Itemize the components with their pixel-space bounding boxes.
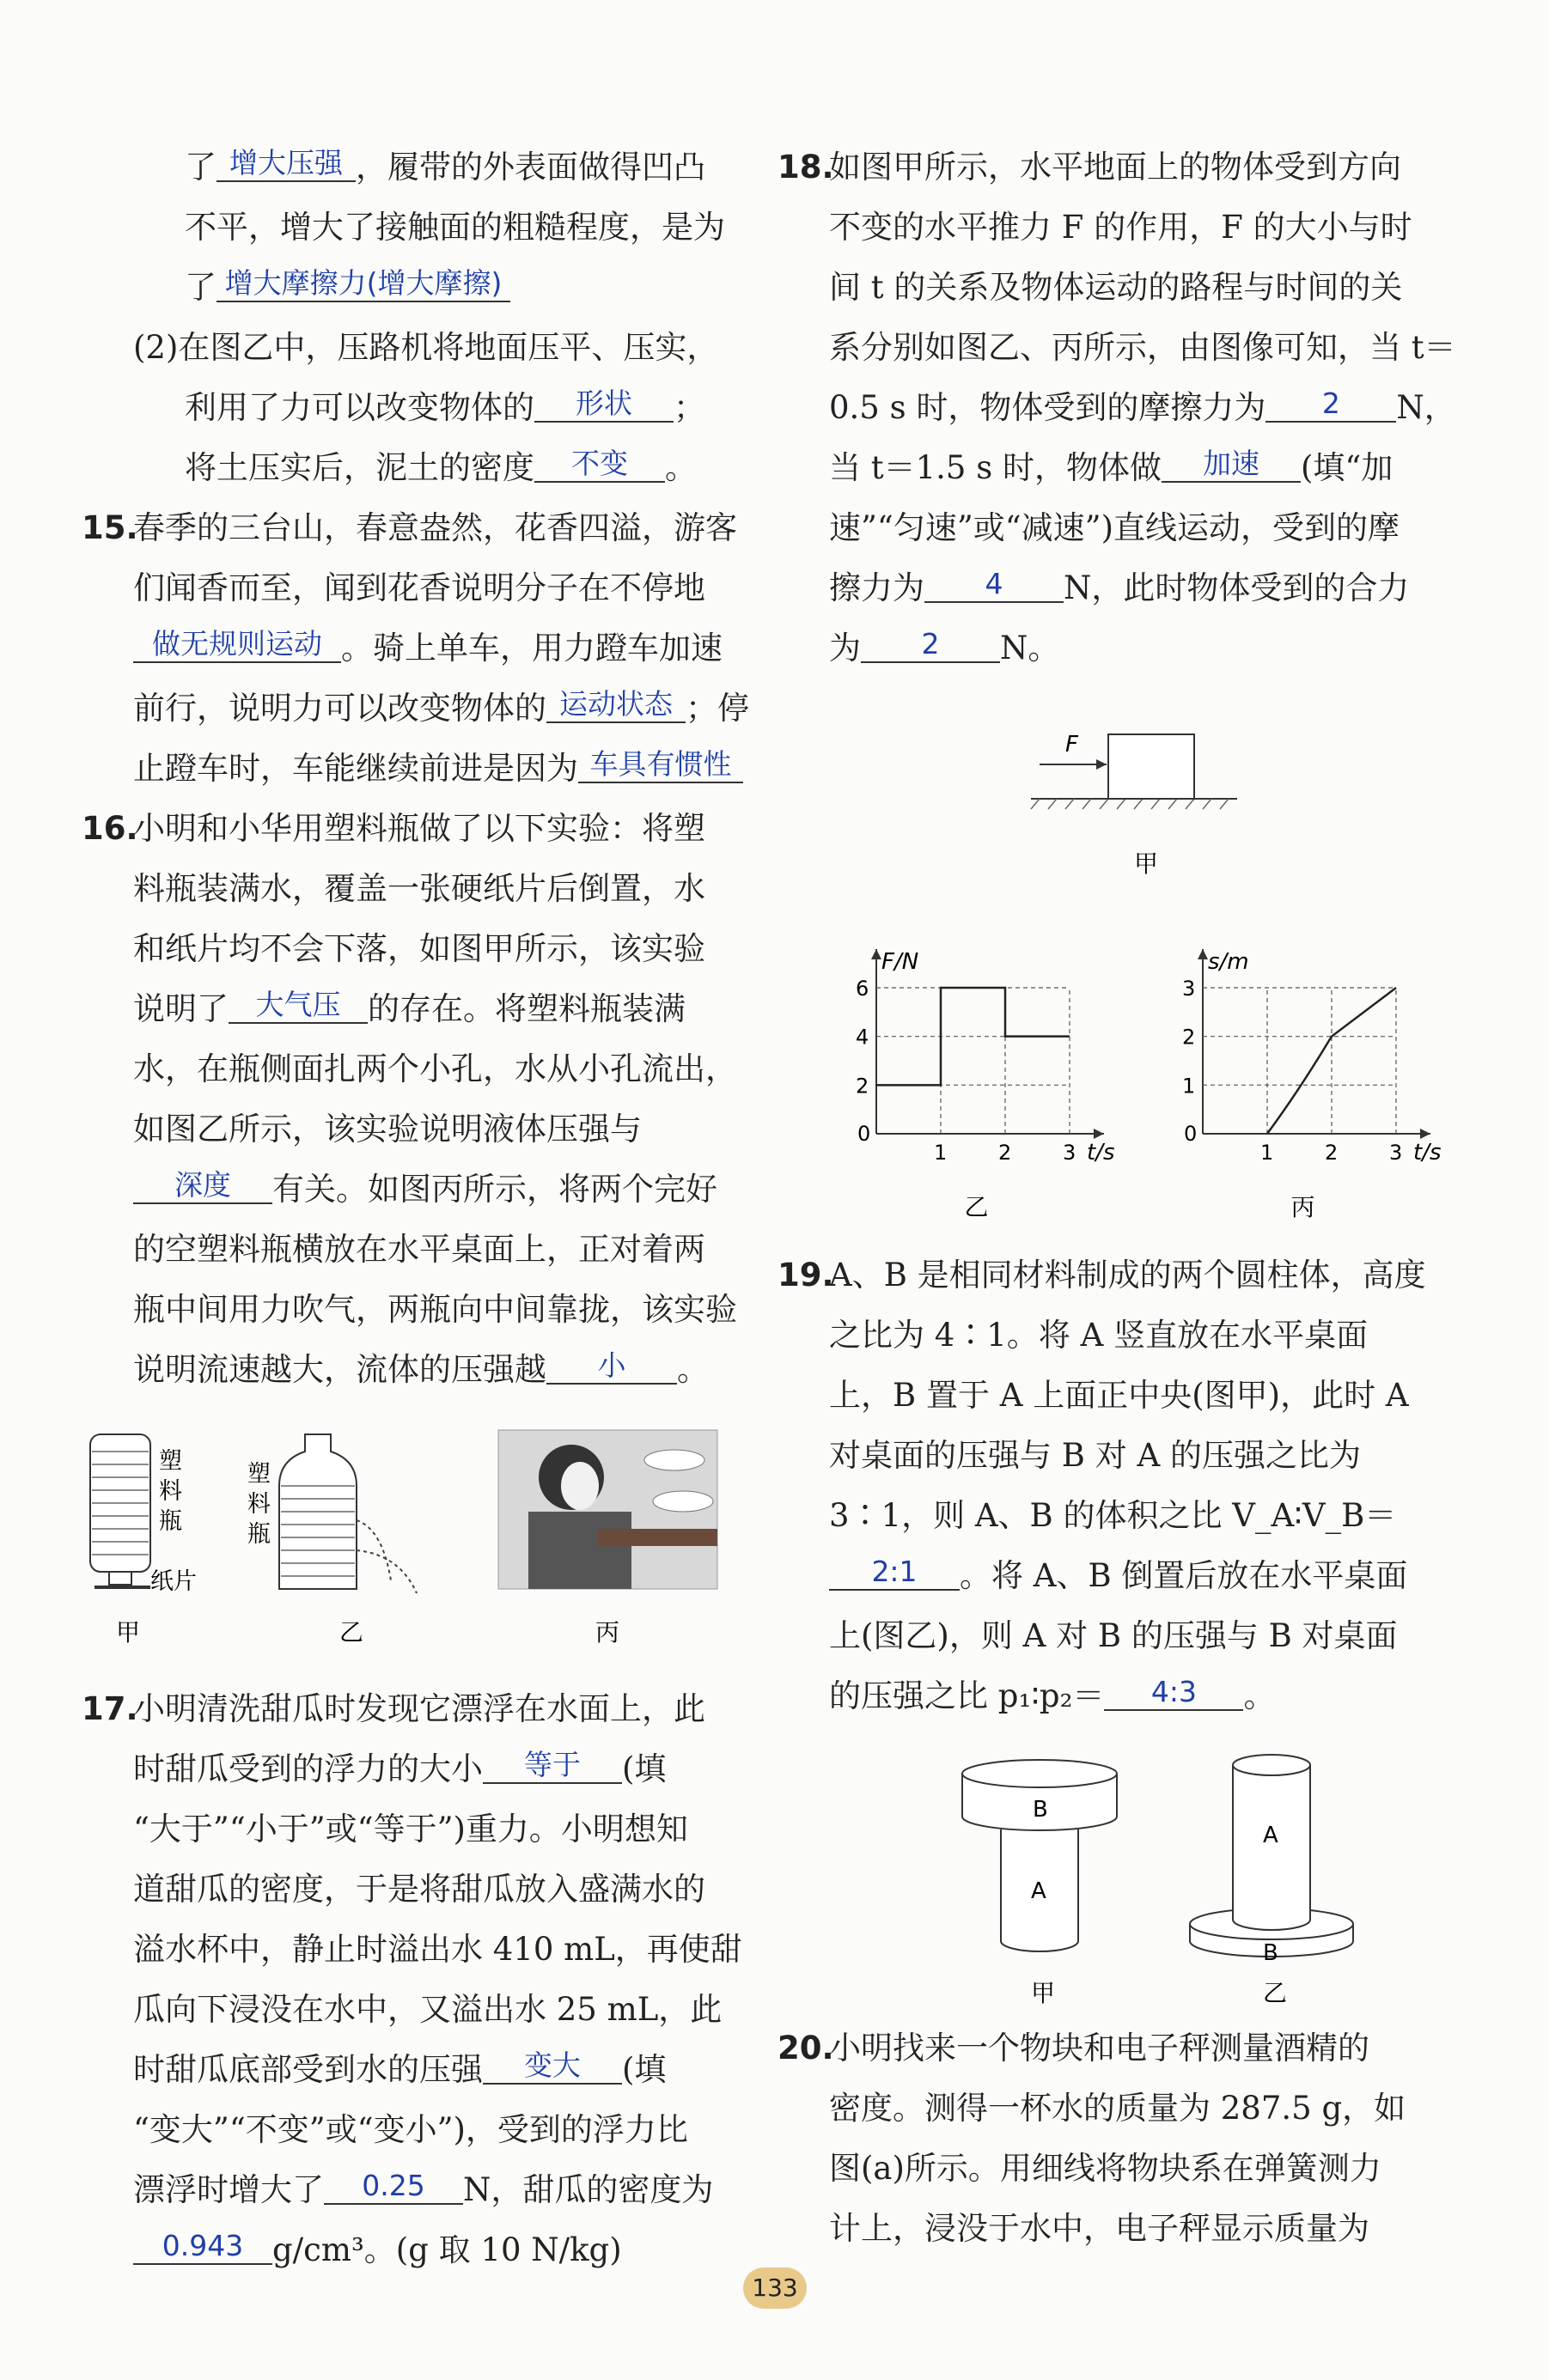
x-tick-label: 0 — [1184, 1122, 1198, 1146]
text-line: 为 2 N。 — [829, 627, 1060, 667]
x-tick-label: 3 — [1063, 1141, 1076, 1165]
text-line: 当 t＝1.5 s 时，物体做 加速 (填“加 — [829, 447, 1393, 486]
text-line: “变大”“不变”或“变小”)，受到的浮力比 — [133, 2111, 688, 2148]
text-line: 不平，增大了接触面的粗糙程度，是为 — [185, 209, 725, 246]
x-tick-label: 1 — [934, 1141, 948, 1165]
text-line: 将土压实后，泥土的密度 不变 。 — [185, 447, 697, 486]
page-number: 133 — [743, 2267, 807, 2309]
chart-caption: 乙 — [964, 1193, 989, 1221]
x-axis-arrow — [1094, 1129, 1104, 1139]
answer-blank: 深度 — [133, 1168, 272, 1204]
answer-blank: 0.25 — [324, 2169, 463, 2205]
label-paper: 纸片 — [150, 1568, 197, 1595]
question-16: 16.小明和小华用塑料瓶做了以下实验：将塑 — [82, 810, 705, 847]
y-tick-label: 1 — [1182, 1074, 1196, 1099]
text-line: 时甜瓜受到的浮力的大小 等于 (填 — [133, 1748, 667, 1787]
answer-blank: 不变 — [534, 447, 665, 483]
text-line: 漂浮时增大了 0.25 N，甜瓜的密度为 — [133, 2169, 714, 2208]
y-axis-arrow — [1198, 949, 1208, 959]
label-A: A — [1263, 1823, 1278, 1848]
caption-jia: 甲 — [1134, 849, 1159, 878]
chart-caption: 丙 — [1290, 1193, 1315, 1221]
text-line: 速”“匀速”或“减速”)直线运动，受到的摩 — [829, 509, 1400, 546]
label-B: B — [1033, 1797, 1048, 1823]
label-bottle-yi-1: 塑 — [247, 1461, 271, 1488]
text-line: 了 增大摩擦力(增大摩擦) — [82, 258, 743, 318]
text-line: 溢水杯中，静止时溢出水 410 mL，再使甜 — [133, 1931, 742, 1968]
answer-blank: 小 — [546, 1348, 677, 1385]
chart-force-time — [825, 928, 1134, 1237]
x-axis-arrow — [1420, 1129, 1430, 1139]
q18-block-figure — [1022, 713, 1246, 885]
answer-blank: 车具有惯性 — [578, 747, 743, 783]
text-line: 时甜瓜底部受到水的压强 变大 (填 — [133, 2048, 667, 2088]
text-line: 上(图乙)，则 A 对 B 的压强与 B 对桌面 — [829, 1617, 1398, 1654]
caption-yi: 乙 — [339, 1618, 364, 1647]
y-axis-label: F/N — [881, 949, 919, 975]
text-line: 0.5 s 时，物体受到的摩擦力为 2 N， — [829, 387, 1456, 426]
answer-blank: 2 — [861, 627, 1000, 663]
text-line: 对桌面的压强与 B 对 A 的压强之比为 — [829, 1437, 1361, 1474]
chart-distance-time — [1151, 928, 1461, 1237]
text-line: 3∶1，则 A、B 的体积之比 V_A∶V_B＝ — [829, 1497, 1397, 1534]
caption-jia: 甲 — [116, 1618, 141, 1647]
y-tick-label: 4 — [856, 1025, 869, 1050]
text-line: 道甜瓜的密度，于是将甜瓜放入盛满水的 — [133, 1871, 705, 1908]
x-tick-label: 1 — [1260, 1141, 1274, 1165]
text-line: 上，B 置于 A 上面正中央(图甲)，此时 A — [829, 1377, 1409, 1414]
text-line: 的压强之比 p₁∶p₂＝ 4:3 。 — [829, 1675, 1276, 1714]
answer-blank: 0.943 — [133, 2229, 272, 2265]
text-line: 了 增大压强 ，履带的外表面做得凹凸 — [185, 146, 705, 186]
text-line: 0.943 g/cm³。(g 取 10 N/kg) — [82, 2220, 743, 2280]
text-line: 料瓶装满水，覆盖一张硬纸片后倒置，水 — [133, 870, 705, 907]
answer-blank: 形状 — [534, 387, 674, 423]
y-axis-label: s/m — [1208, 949, 1249, 975]
label-bottle-yi-3: 瓶 — [247, 1521, 271, 1548]
answer-blank: 等于 — [483, 1748, 622, 1784]
text-line: 的空塑料瓶横放在水平桌面上，正对着两 — [133, 1231, 705, 1268]
y-tick-label: 3 — [1182, 977, 1196, 1001]
label-bottle-yi-2: 料 — [247, 1491, 271, 1518]
left-column — [82, 137, 749, 1400]
x-axis-label: t/s — [1087, 1140, 1115, 1166]
text-line: 2:1 。将 A、B 倒置后放在水平桌面 — [778, 1546, 1465, 1606]
text-line: 利用了力可以改变物体的 形状 ； — [185, 387, 705, 426]
question-20: 20.小明找来一个物块和电子秤测量酒精的 — [778, 2030, 1369, 2067]
cylinders-yi — [1190, 1755, 1353, 1966]
y-axis-arrow — [871, 949, 881, 959]
answer-blank: 2 — [1265, 387, 1396, 423]
answer-blank: 4 — [924, 567, 1064, 603]
answer-blank: 增大摩擦力(增大摩擦) — [216, 266, 510, 302]
y-tick-label: 2 — [1182, 1025, 1196, 1050]
text-line: 止蹬车时，车能继续前进是因为 车具有惯性 — [82, 739, 743, 799]
text-line: 深度 有关。如图丙所示，将两个完好 — [82, 1160, 743, 1220]
force-label: F — [1065, 732, 1078, 758]
text-line: (2)在图乙中，压路机将地面压平、压实， — [133, 329, 719, 366]
caption-yi: 乙 — [1263, 1979, 1288, 2007]
text-line: 和纸片均不会下落，如图甲所示，该实验 — [133, 930, 705, 967]
text-line: 水，在瓶侧面扎两个小孔，水从小孔流出， — [133, 1050, 737, 1087]
label-bottle-3: 瓶 — [159, 1508, 182, 1535]
x-tick-label: 0 — [857, 1122, 871, 1146]
text-line: “大于”“小于”或“等于”)重力。小明想知 — [133, 1811, 688, 1847]
label-B: B — [1263, 1940, 1278, 1966]
bottle-yi-figure — [279, 1434, 417, 1593]
q19-cylinders-figure — [945, 1735, 1375, 2010]
text-line: 不变的水平推力 F 的作用，F 的大小与时 — [829, 209, 1412, 246]
answer-blank: 增大压强 — [216, 146, 356, 182]
answer-blank: 大气压 — [229, 988, 368, 1024]
left-column-q17 — [82, 1679, 743, 2280]
text-line: 说明流速越大，流体的压强越 小 。 — [133, 1348, 709, 1388]
answer-blank: 4:3 — [1104, 1675, 1243, 1711]
label-bottle-1: 塑 — [159, 1448, 182, 1475]
question-15: 15.春季的三台山，春意盎然，花香四溢，游客 — [82, 509, 737, 546]
answer-blank: 运动状态 — [546, 687, 686, 723]
question-17: 17.小明清洗甜瓜时发现它漂浮在水面上，此 — [82, 1690, 705, 1727]
text-line: 之比为 4∶1。将 A 竖直放在水平桌面 — [829, 1317, 1369, 1354]
x-tick-label: 2 — [1325, 1141, 1339, 1165]
block — [1108, 734, 1194, 799]
text-line: 间 t 的关系及物体运动的路程与时间的关 — [829, 269, 1403, 306]
x-tick-label: 3 — [1389, 1141, 1403, 1165]
answer-blank: 2:1 — [829, 1555, 960, 1591]
question-18: 18.如图甲所示，水平地面上的物体受到方向 — [778, 149, 1401, 186]
caption-bing: 丙 — [595, 1618, 620, 1647]
text-line: 们闻香而至，闻到花香说明分子在不停地 — [133, 569, 705, 606]
label-bottle-2: 料 — [159, 1478, 182, 1505]
answer-blank: 做无规则运动 — [133, 627, 341, 663]
text-line: 擦力为 4 N，此时物体受到的合力 — [829, 567, 1410, 606]
text-line: 说明了 大气压 的存在。将塑料瓶装满 — [133, 988, 686, 1027]
text-line: 瓜向下浸没在水中，又溢出水 25 mL，此 — [133, 1991, 723, 2028]
x-tick-label: 2 — [998, 1141, 1012, 1165]
text-line: 如图乙所示，该实验说明液体压强与 — [133, 1111, 642, 1147]
x-axis-label: t/s — [1413, 1140, 1442, 1166]
bottle-jia-figure — [90, 1434, 150, 1587]
y-tick-label: 2 — [856, 1074, 869, 1099]
label-A: A — [1031, 1878, 1046, 1904]
y-tick-label: 6 — [856, 977, 869, 1001]
blowing-illustration — [498, 1430, 717, 1589]
text-line: 计上，浸没于水中，电子秤显示质量为 — [829, 2210, 1369, 2247]
text-line: 密度。测得一杯水的质量为 287.5 g，如 — [829, 2090, 1406, 2127]
right-column-q20 — [778, 2018, 1465, 2259]
text-line: 做无规则运动 。骑上单车，用力蹬车加速 — [82, 618, 743, 679]
caption-jia: 甲 — [1031, 1979, 1056, 2007]
text-line: 系分别如图乙、丙所示，由图像可知，当 t＝ — [829, 329, 1456, 366]
right-column — [778, 137, 1465, 679]
cylinders-jia — [962, 1760, 1117, 1951]
right-column-q19 — [778, 1245, 1465, 1726]
answer-blank: 加速 — [1162, 447, 1301, 483]
answer-blank: 变大 — [483, 2048, 622, 2085]
text-line: 瓶中间用力吹气，两瓶向中间靠拢，该实验 — [133, 1291, 737, 1328]
text-line: 图(a)所示。用细线将物块系在弹簧测力 — [829, 2150, 1381, 2187]
question-19: 19.A、B 是相同材料制成的两个圆柱体，高度 — [778, 1257, 1426, 1293]
text-line: 前行，说明力可以改变物体的 运动状态 ；停 — [133, 687, 749, 727]
q16-figures — [82, 1426, 743, 1647]
